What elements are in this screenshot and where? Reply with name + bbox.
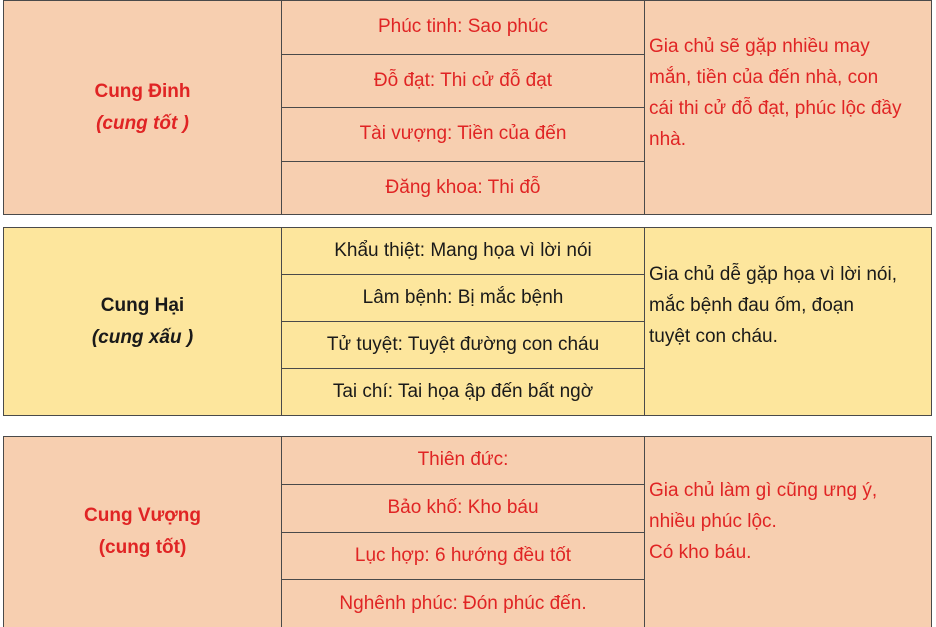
- item-row: Tài vượng: Tiền của đến: [282, 108, 644, 162]
- section-items: [282, 228, 645, 415]
- section-cung-dinh: [3, 0, 932, 215]
- section-cung-vuong: [3, 436, 932, 627]
- item-row: Khẩu thiệt: Mang họa vì lời nói: [282, 228, 644, 275]
- description-line: nhiều phúc lộc.: [649, 511, 777, 532]
- item-row: Tai chí: Tai họa ập đến bất ngờ: [332, 381, 594, 402]
- description-line: Gia chủ dễ gặp họa vì lời nói,: [649, 264, 898, 285]
- section-qualifier: (cung tốt ): [96, 112, 189, 134]
- section-description: [645, 1, 931, 214]
- section-name-cell: [4, 437, 282, 627]
- description-line: Gia chủ làm gì cũng ưng ý,: [649, 480, 878, 501]
- item-row: Thiên đức:: [282, 437, 644, 485]
- item-row: Đỗ đạt: Thi cử đỗ đạt: [282, 55, 644, 109]
- description-line: tuyệt con cháu.: [649, 326, 778, 347]
- item-row: Lục hợp: 6 hướng đều tốt: [282, 533, 644, 581]
- section-items: [282, 437, 645, 627]
- description-line: mắn, tiền của đến nhà, con: [649, 67, 879, 88]
- section-name-cell: [4, 1, 282, 214]
- section-name: Cung Vượng: [84, 505, 201, 526]
- section-qualifier: (cung tốt): [98, 537, 187, 558]
- section-name-cell: [4, 228, 282, 415]
- section-qualifier: (cung xấu ): [91, 326, 194, 348]
- description-line: mắc bệnh đau ốm, đoạn: [649, 295, 854, 316]
- item-row: Nghênh phúc: Đón phúc đến.: [339, 592, 587, 614]
- section-name: Cung Hại: [100, 294, 185, 316]
- item-row: Đăng khoa: Thi đỗ: [385, 176, 541, 198]
- section-cung-hai: [3, 227, 932, 416]
- item-row: Lâm bệnh: Bị mắc bệnh: [282, 275, 644, 322]
- section-description: [645, 228, 931, 415]
- description-line: Gia chủ sẽ gặp nhiều may: [649, 36, 870, 57]
- section-items: [282, 1, 645, 214]
- item-row: Bảo khố: Kho báu: [282, 485, 644, 533]
- item-row: Tử tuyệt: Tuyệt đường con cháu: [282, 322, 644, 369]
- description-line: nhà.: [649, 129, 686, 150]
- section-name: Cung Đinh: [94, 80, 191, 102]
- description-line: cái thi cử đỗ đạt, phúc lộc đầy: [649, 98, 902, 119]
- item-row: Phúc tinh: Sao phúc: [282, 1, 644, 55]
- description-line: Có kho báu.: [649, 542, 752, 563]
- section-description: [645, 437, 931, 627]
